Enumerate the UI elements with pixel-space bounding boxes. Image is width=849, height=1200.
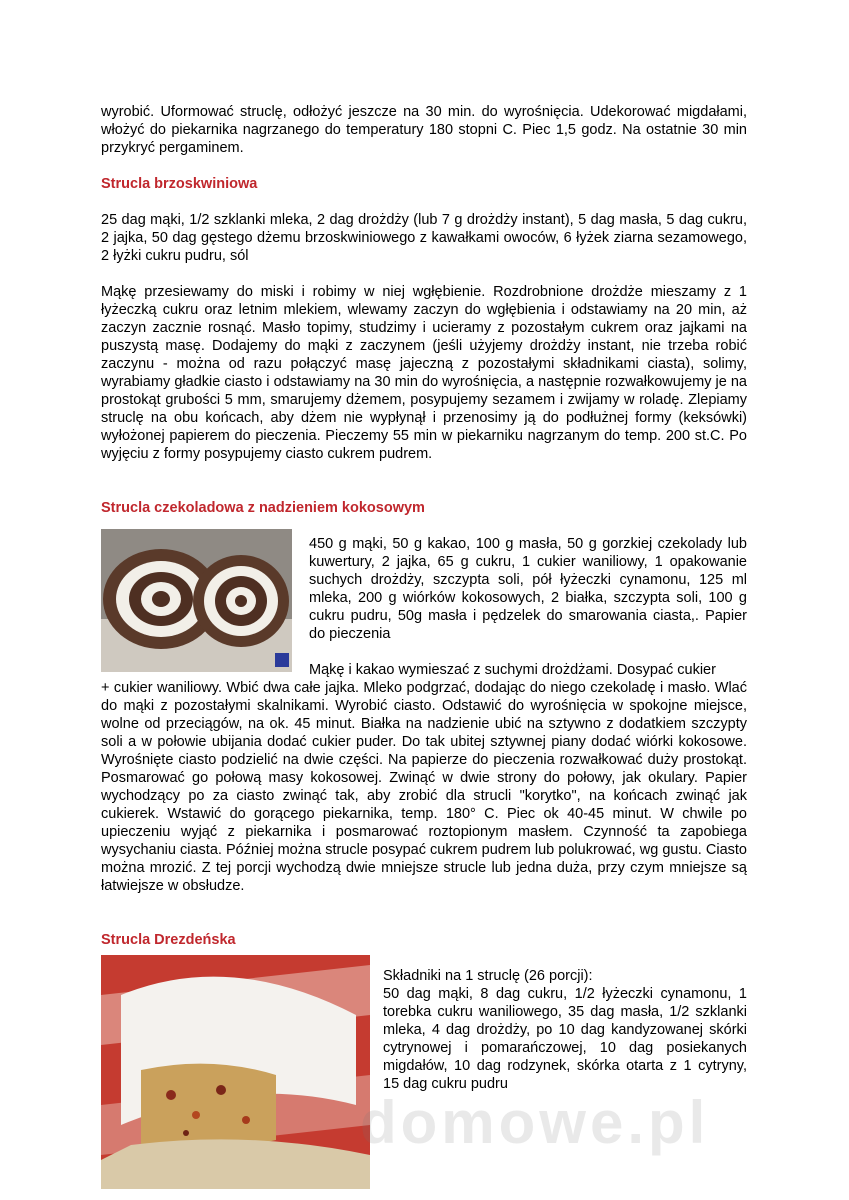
intro-section xyxy=(101,103,747,157)
recipe-chocolate-method-block xyxy=(101,679,747,895)
chocolate-roll-photo xyxy=(101,529,292,672)
recipe-chocolate-section xyxy=(101,499,747,517)
recipe-chocolate-ingredients: 450 g mąki, 50 g kakao, 100 g masła, 50 g gorzkiej czekolady lub kuwertury, 2 jajka, 65 g cukru, 1 cukier waniliowy, 1 opakowanie suchych drożdży, szczypta soli, pół łyżeczki cynamonu, 125 ml mleka, 200 g wiórków kokosowych, 2 białka, szczypta soli, 100 g cukru pudru, 50g masła i pędzelek do smarowania ciasta,. Papier do pieczenia xyxy=(309,536,747,642)
recipe-peach-title: Strucla brzoskwiniowa xyxy=(101,176,258,192)
site-watermark: domowe.pl xyxy=(360,1089,710,1156)
recipe-dresden-title: Strucla Drezdeńska xyxy=(101,932,236,948)
recipe-peach-method: Mąkę przesiewamy do miski i robimy w niej wgłębienie. Rozdrobnione drożdże mieszamy z 1 łyżeczką cukru oraz letnim mlekiem, wlewamy zaczyn do wgłębienia i odstawiamy na 20 min, aż zaczyn zacznie rosnąć. Masło topimy, studzimy i ucieramy z pozostałym cukrem oraz jajkami na puszystą masę. Dodajemy do mąki z zaczynem (jeśli użyjemy drożdży instant, nie trzeba robić zaczynu - można od razu połączyć masę jajeczną z pozostałymi składnikami ciasta), solimy, wyrabiamy gładkie ciasto i odstawiamy na 30 min do wyrośnięcia, a następnie rozwałkowujemy je na prostokąt grubości 5 mm, smarujemy dżemem, posypujemy sezamem i zwijamy w roladę. Zlepiamy struclę na obu końcach, aby dżem nie wypłynął i przenosimy ją do podłużnej formy (keksówki) wyłożonej papierem do pieczenia. Pieczemy 55 min w piekarniku nagrzanym do temp. 200 st.C. Po wyjęciu z formy posypujemy ciasto cukrem pudrem. xyxy=(101,284,747,462)
recipe-dresden-section xyxy=(101,931,747,949)
recipe-chocolate-method-first: Mąkę i kakao wymieszać z suchymi drożdżami. Dosypać cukier xyxy=(309,662,716,678)
intro-paragraph: wyrobić. Uformować struclę, odłożyć jeszcze na 30 min. do wyrośnięcia. Udekorować migdałami, włożyć do piekarnika nagrzanego do temperatury 180 stopni C. Piec 1,5 godz. Na ostatnie 30 min przykryć pergaminem. xyxy=(101,104,747,156)
recipe-chocolate-method-first-block xyxy=(309,661,747,679)
recipe-peach-ingredients: 25 dag mąki, 1/2 szklanki mleka, 2 dag drożdży (lub 7 g drożdży instant), 5 dag masła, 5 dag cukru, 2 jajka, 50 dag gęstego dżemu brzoskwiniowego z kawałkami owoców, 6 łyżek ziarna sezamowego, 2 łyżki cukru pudru, sól xyxy=(101,212,747,264)
recipe-peach-section xyxy=(101,175,747,463)
recipe-dresden-ingredients: 50 dag mąki, 8 dag cukru, 1/2 łyżeczki cynamonu, 1 torebka cukru waniliowego, 35 dag masła, 1/2 szklanki mleka, 4 dag drożdży, po 10 dag kandyzowanej skórki cytrynowej i pomarańczowej, 10 dag posiekanych migdałów, 10 dag rodzynek, skórka otarta z 1 cytryny, 15 dag cukru pudru xyxy=(383,986,747,1092)
recipe-chocolate-title: Strucla czekoladowa z nadzieniem kokosowym xyxy=(101,500,425,516)
recipe-dresden-text-block xyxy=(383,967,747,1093)
recipe-chocolate-ingredients-block xyxy=(309,535,747,643)
dresden-stollen-photo xyxy=(101,955,370,1189)
recipe-dresden-subtitle: Składniki na 1 struclę (26 porcji): xyxy=(383,968,593,984)
recipe-chocolate-method: + cukier waniliowy. Wbić dwa całe jajka. Mleko podgrzać, dodając do niego czekoladę i masło. Wlać do mąki z pozostałymi skalnikami. Wyrobić ciasto. Odstawić do wyrośnięcia w spokojne miejsce, wolne od przeciągów, na ok. 45 minut. Białka na nadzienie ubić na sztywno z dodatkiem szczypty soli a w połowie ubijania dodać cukier puder. Do tak ubitej sztywnej piany dodać wiórki kokosowe. Wyrośnięte ciasto podzielić na dwie części. Na papierze do pieczenia rozwałkować duży prostokąt. Posmarować go połową masy kokosowej. Zwinąć w dwie strony do połowy, jak okulary. Papier wychodzący po za ciasto zwinąć tak, aby zrobić dla strucli "korytko", na końcach zwinąć jak cukierek. Wstawić do gorącego piekarnika, temp. 180° C. Piec ok 40-45 minut. W chwile po upieczeniu wyjąć z piekarnika i posmarować roztopionym masłem. Czynność ta zapobiega wysychaniu ciasta. Później można strucle posypać cukrem pudrem lub polukrować, wg gustu. Ciasto można mrozić. Z tej porcji wychodzą dwie mniejsze strucle lub jedna duża, przy czym mniejsze są łatwiejsze w obsłudze. xyxy=(101,680,747,894)
